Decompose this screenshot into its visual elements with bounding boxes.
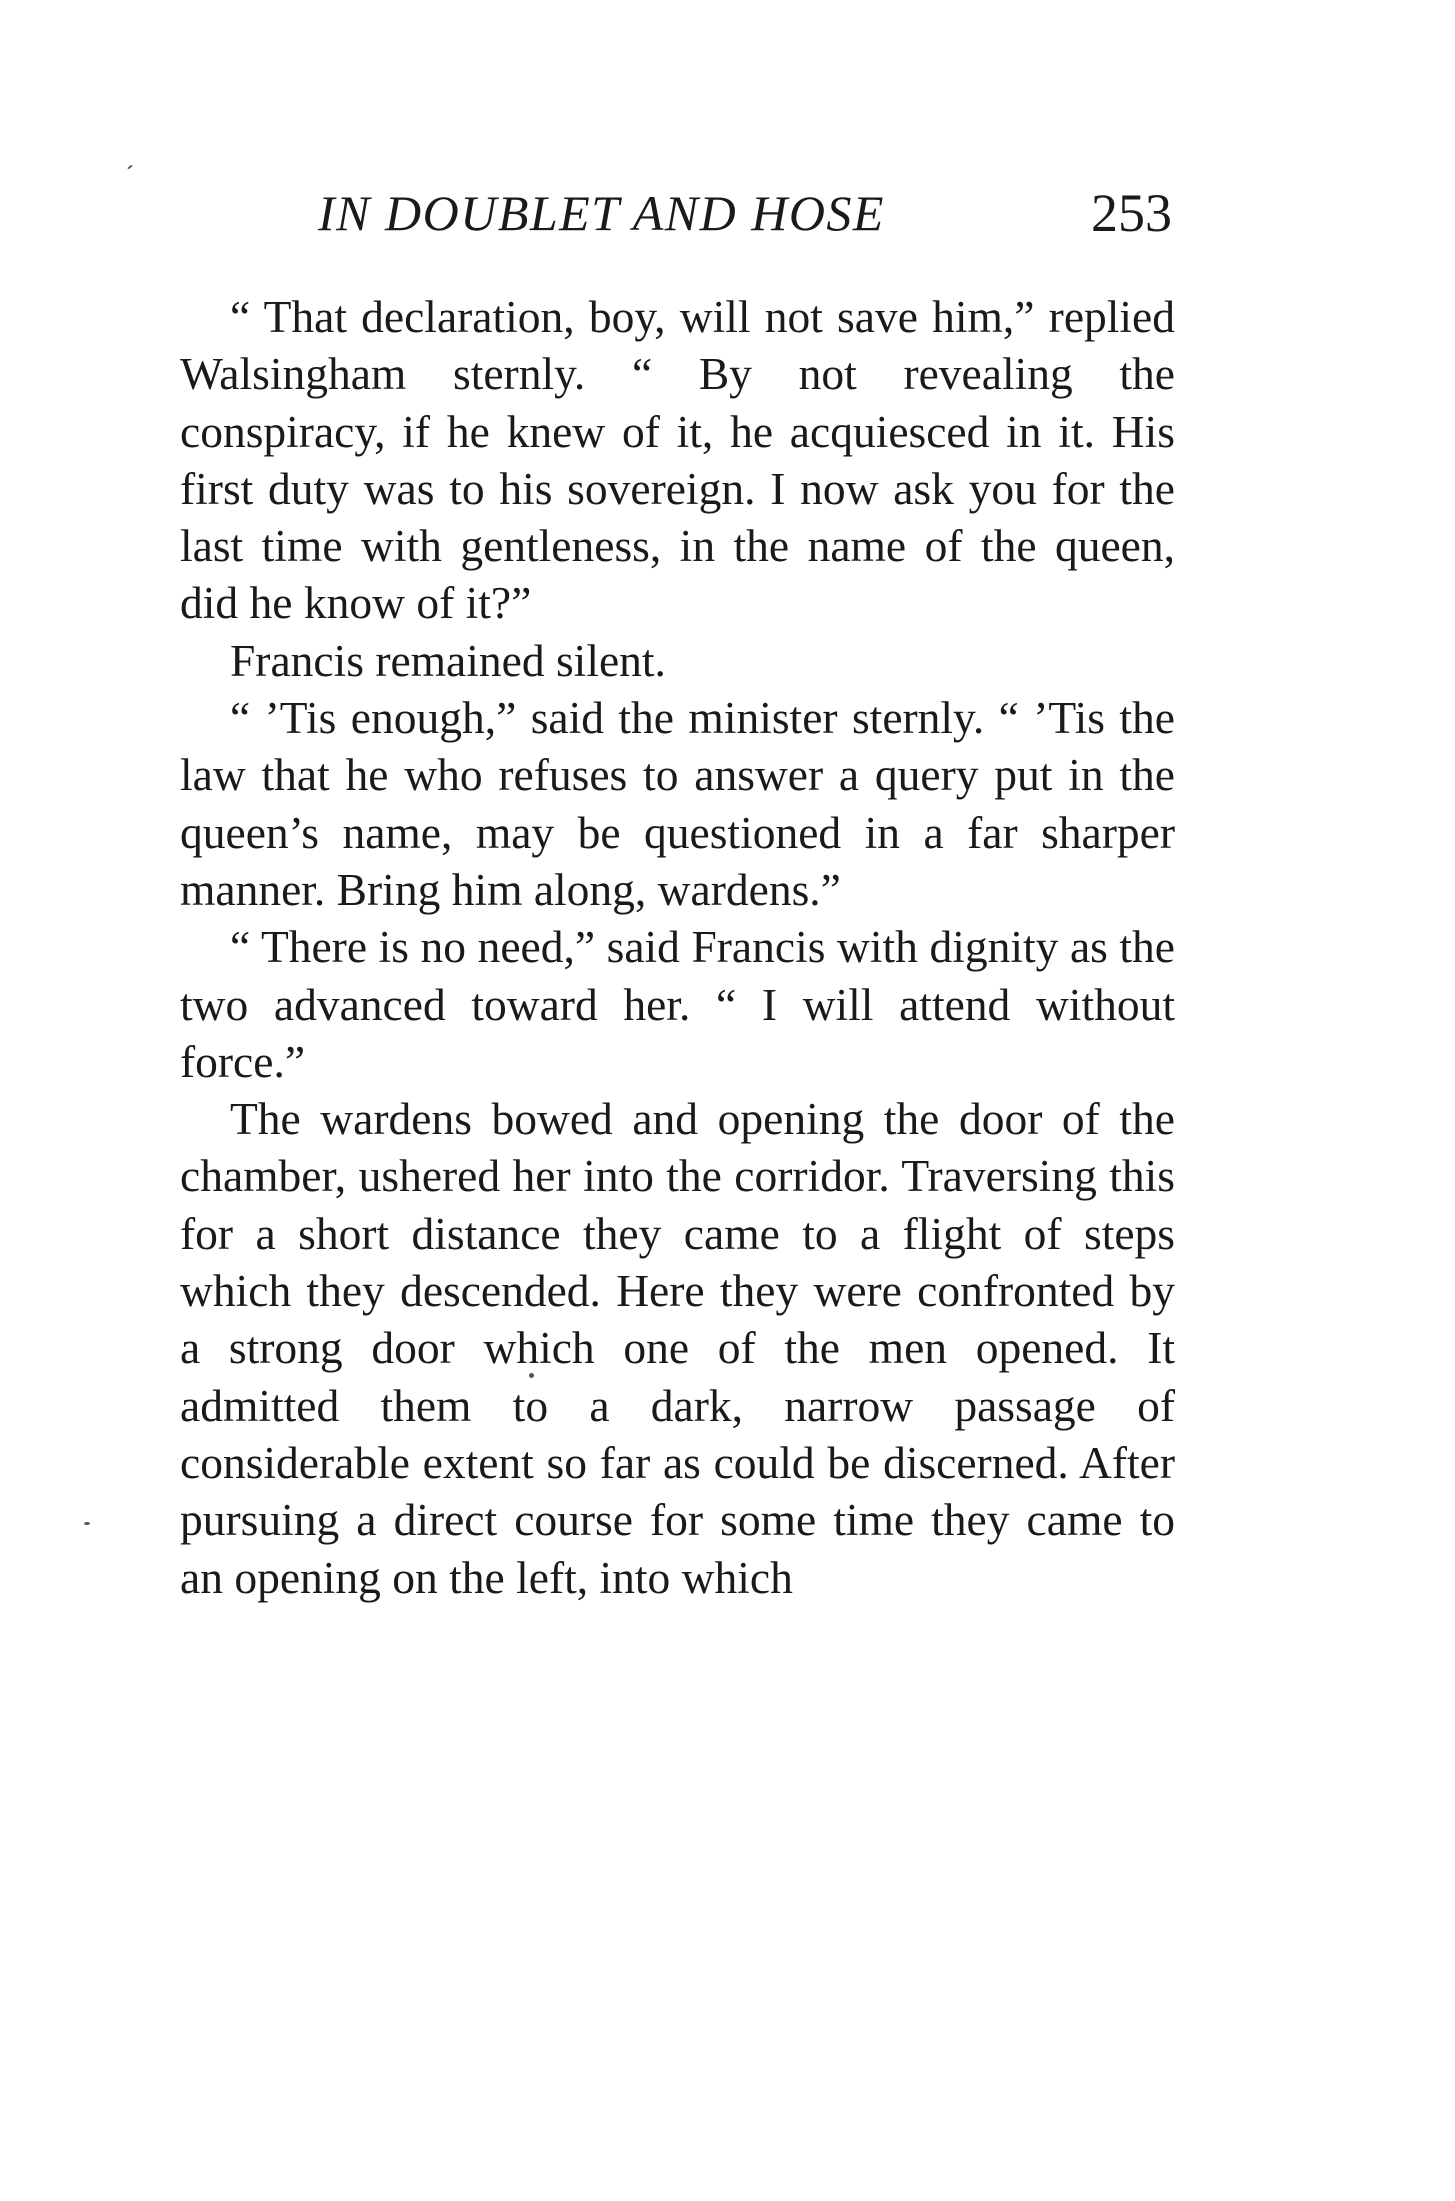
ink-speck: [127, 164, 133, 169]
paragraph: “ ’Tis enough,” said the minister sternly. “ ’Tis the law that he who refuses to answer a query put in the queen’s name, may be questioned in a far sharper manner. Bring him along, wardens.”: [180, 692, 1175, 915]
ink-speck: [529, 1373, 534, 1378]
page-header: [318, 178, 1172, 248]
paragraph: “ That declaration, boy, will not save him,” replied Walsingham sternly. “ By not revealing the conspiracy, if he knew of it, he acquiesced in it. His first duty was to his sovereign. I now ask you for the last time with gentleness, in the name of the queen, did he know of it?”: [180, 291, 1175, 629]
paragraph: The wardens bowed and opening the door of the chamber, ushered her into the corridor. Traversing this for a short distance they came to a flight of steps which they descended. Here they were confronted by a strong door which one of the men opened. It admitted them to a dark, narrow passage of considerable extent so far as could be discerned. After pursuing a direct course for some time they came to an opening on the left, into which: [180, 1093, 1175, 1603]
ink-speck: [84, 1522, 90, 1525]
body-text: [180, 288, 1175, 1606]
page-number: 253: [1091, 183, 1172, 243]
paragraph: “ There is no need,” said Francis with dignity as the two advanced toward her. “ I will attend without force.”: [180, 921, 1175, 1087]
running-title: IN DOUBLET AND HOSE: [318, 185, 885, 241]
paragraph: Francis remained silent.: [230, 634, 666, 686]
